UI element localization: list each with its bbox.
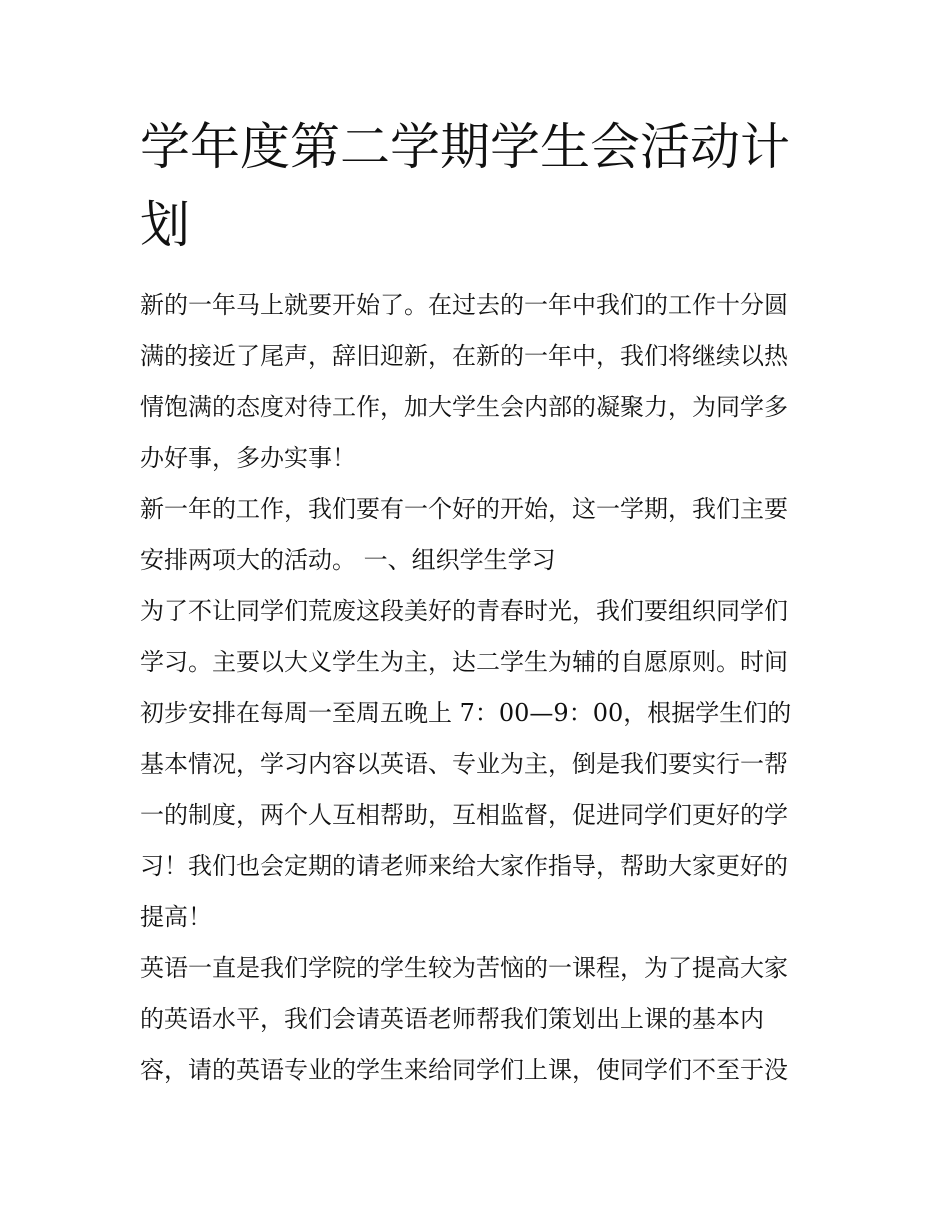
text-line: 容，请的英语专业的学生来给同学们上课，使同学们不至于没	[140, 1056, 788, 1084]
text-line: 的英语水平，我们会请英语老师帮我们策划出上课的基本内	[140, 1005, 764, 1033]
title-line: 学年度第二学期学生会活动计	[140, 118, 790, 176]
paragraph-intro	[140, 280, 820, 484]
text-line: 英语一直是我们学院的学生较为苦恼的一课程，为了提高大家	[140, 954, 788, 982]
text-line: 习！我们也会定期的请老师来给大家作指导，帮助大家更好的	[140, 852, 788, 880]
text-line: 为了不让同学们荒废这段美好的青春时光，我们要组织同学们	[140, 597, 788, 625]
paragraph-study-plan	[140, 586, 820, 943]
text-line: 情饱满的态度对待工作，加大学生会内部的凝聚力，为同学多	[140, 393, 788, 421]
text-line: 学习。主要以大义学生为主，达二学生为辅的自愿原则。时间	[140, 648, 788, 676]
text-line: 安排两项大的活动。 一、组织学生学习	[140, 546, 556, 574]
text-line: 满的接近了尾声，辞旧迎新，在新的一年中，我们将继续以热	[140, 342, 788, 370]
text-line: 初步安排在每周一至周五晚上 7：00—9：00，根据学生们的	[140, 699, 792, 727]
text-line: 提高！	[140, 903, 212, 931]
document-title	[140, 108, 820, 264]
paragraph-overview	[140, 484, 820, 586]
document-body	[140, 280, 820, 1096]
text-line: 基本情况，学习内容以英语、专业为主，倒是我们要实行一帮	[140, 750, 788, 778]
paragraph-english	[140, 943, 820, 1096]
title-line: 划	[140, 196, 190, 254]
text-line: 新一年的工作，我们要有一个好的开始，这一学期，我们主要	[140, 495, 788, 523]
text-line: 办好事，多办实事！	[140, 444, 356, 472]
document-content	[140, 108, 820, 1096]
text-line: 新的一年马上就要开始了。在过去的一年中我们的工作十分圆	[140, 291, 788, 319]
text-line: 一的制度，两个人互相帮助，互相监督，促进同学们更好的学	[140, 801, 788, 829]
